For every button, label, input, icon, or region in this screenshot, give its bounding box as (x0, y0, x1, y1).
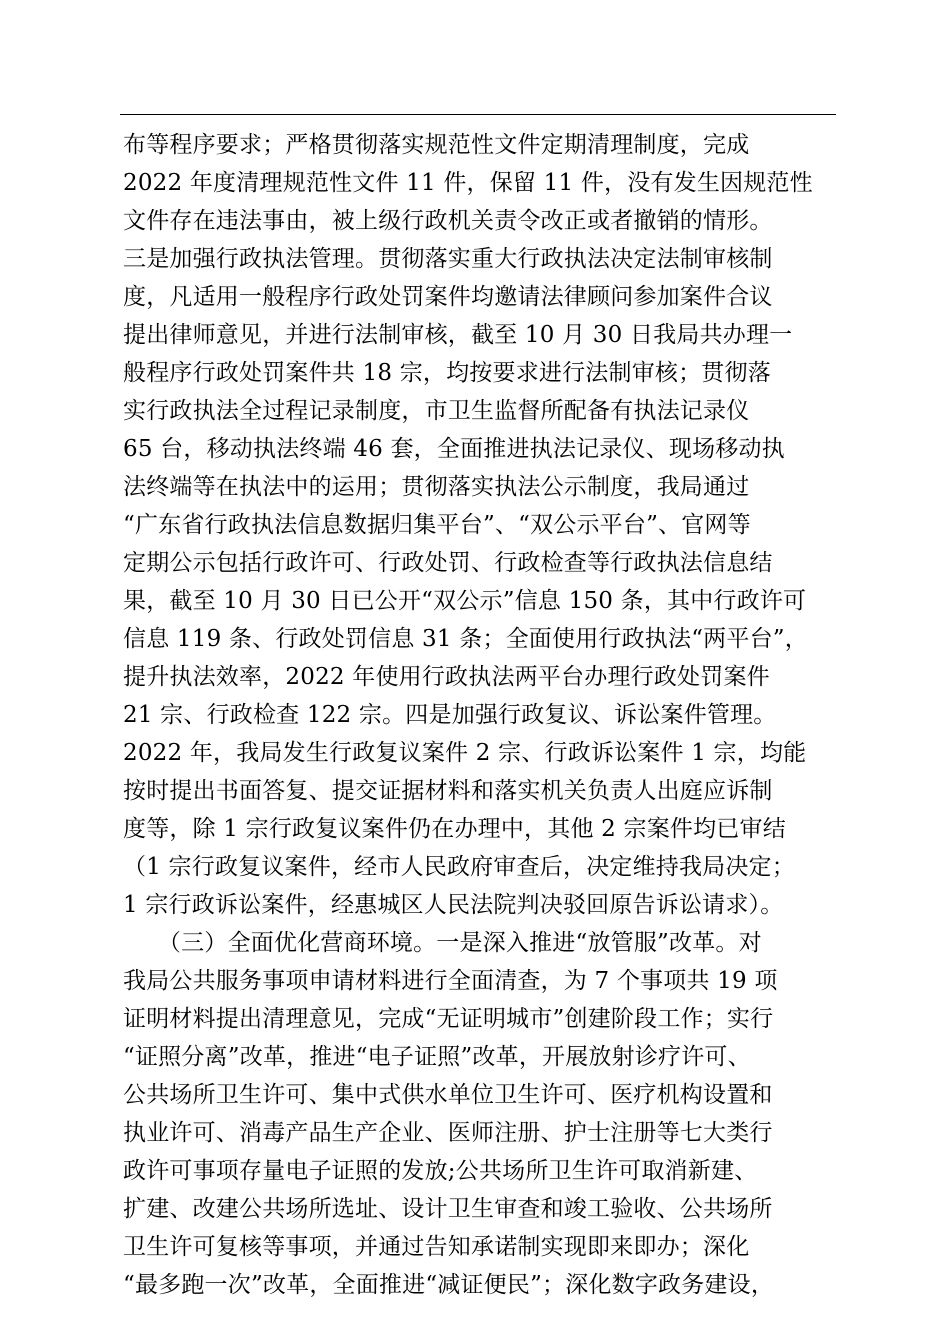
body-text (123, 126, 863, 1304)
text-line-23: 我局公共服务事项申请材料进行全面清查，为 7 个事项共 19 项 (123, 968, 778, 994)
text-line-14: 信息 119 条、行政处罚信息 31 条；全面使用行政执法“两平台”， (123, 626, 808, 652)
text-line-24: 证明材料提出清理意见，完成“无证明城市”创建阶段工作；实行 (123, 1006, 774, 1032)
header-rule (120, 114, 836, 115)
text-line-20: （1 宗行政复议案件，经市人民政府审查后，决定维持我局决定； (123, 854, 795, 880)
text-line-2: 2022 年度清理规范性文件 11 件，保留 11 件，没有发生因规范性 (123, 170, 813, 196)
text-line-3: 文件存在违法事由，被上级行政机关责令改正或者撤销的情形。 (123, 208, 773, 234)
text-line-8: 实行政执法全过程记录制度，市卫生监督所配备有执法记录仪 (123, 398, 750, 424)
text-line-5: 度，凡适用一般程序行政处罚案件均邀请法律顾问参加案件合议 (123, 284, 773, 310)
text-line-15: 提升执法效率，2022 年使用行政执法两平台办理行政处罚案件 (123, 664, 770, 690)
text-line-21: 1 宗行政诉讼案件，经惠城区人民法院判决驳回原告诉讼请求）。 (123, 892, 784, 918)
text-line-11: “广东省行政执法信息数据归集平台”、“双公示平台”、官网等 (123, 512, 751, 538)
text-line-1: 布等程序要求；严格贯彻落实规范性文件定期清理制度，完成 (123, 132, 750, 158)
text-line-28: 政许可事项存量电子证照的发放;公共场所卫生许可取消新建、 (123, 1158, 758, 1184)
text-line-6: 提出律师意见，并进行法制审核，截至 10 月 30 日我局共办理一 (123, 322, 793, 348)
text-line-31: “最多跑一次”改革，全面推进“减证便民”；深化数字政务建设， (123, 1272, 775, 1298)
text-line-22: （三）全面优化营商环境。一是深入推进“放管服”改革。对 (123, 930, 762, 956)
text-line-30: 卫生许可复核等事项，并通过告知承诺制实现即来即办；深化 (123, 1234, 750, 1260)
text-line-12: 定期公示包括行政许可、行政处罚、行政检查等行政执法信息结 (123, 550, 773, 576)
text-line-10: 法终端等在执法中的运用；贯彻落实执法公示制度，我局通过 (123, 474, 750, 500)
text-line-29: 扩建、改建公共场所选址、设计卫生审查和竣工验收、公共场所 (123, 1196, 773, 1222)
text-line-4: 三是加强行政执法管理。贯彻落实重大行政执法决定法制审核制 (123, 246, 773, 272)
text-line-13: 果，截至 10 月 30 日已公开“双公示”信息 150 条，其中行政许可 (123, 588, 807, 614)
text-line-19: 度等，除 1 宗行政复议案件仍在办理中，其他 2 宗案件均已审结 (123, 816, 786, 842)
text-line-27: 执业许可、消毒产品生产企业、医师注册、护士注册等七大类行 (123, 1120, 773, 1146)
text-line-18: 按时提出书面答复、提交证据材料和落实机关负责人出庭应诉制 (123, 778, 773, 804)
text-line-25: “证照分离”改革，推进“电子证照”改革，开展放射诊疗许可、 (123, 1044, 751, 1070)
text-line-7: 般程序行政处罚案件共 18 宗，均按要求进行法制审核；贯彻落 (123, 360, 771, 386)
text-line-9: 65 台，移动执法终端 46 套，全面推进执法记录仪、现场移动执 (123, 436, 785, 462)
text-line-16: 21 宗、行政检查 122 宗。四是加强行政复议、诉讼案件管理。 (123, 702, 777, 728)
text-line-26: 公共场所卫生许可、集中式供水单位卫生许可、医疗机构设置和 (123, 1082, 773, 1108)
text-line-17: 2022 年，我局发生行政复议案件 2 宗、行政诉讼案件 1 宗，均能 (123, 740, 807, 766)
